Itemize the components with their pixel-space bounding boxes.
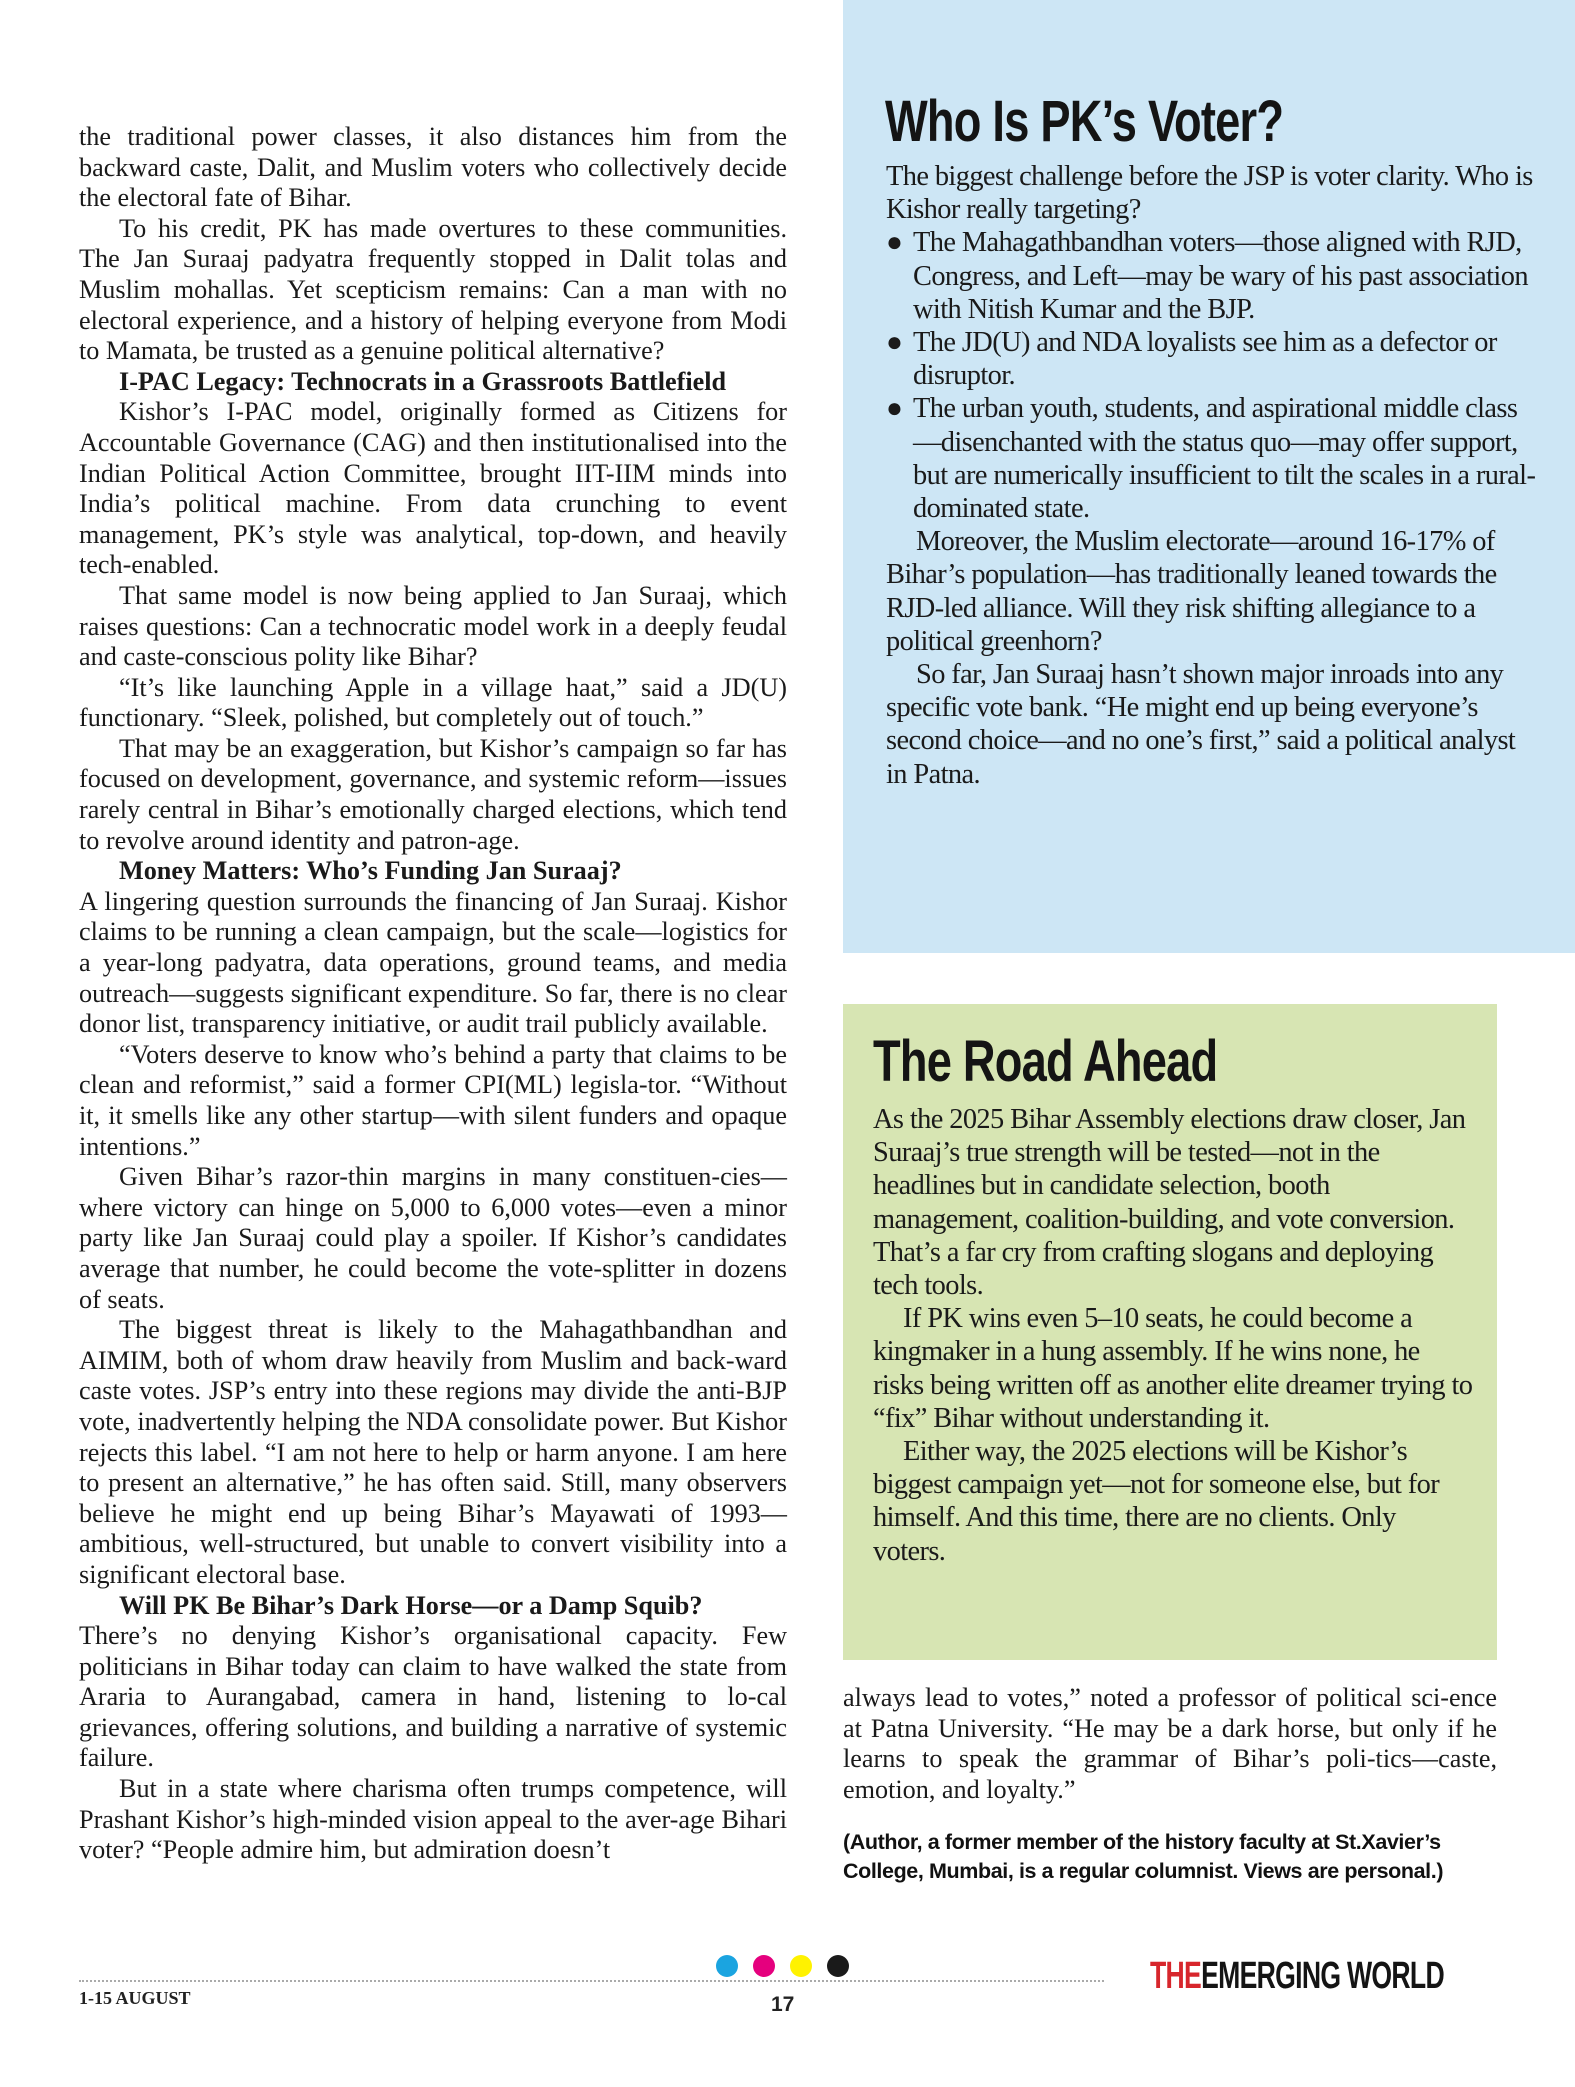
- article-right-tail: [843, 1683, 1497, 1805]
- paragraph: Moreover, the Muslim electorate—around 16-17% of Bihar’s population—has traditionally leaned towards the RJD-led alliance. Will they risk shifting allegiance to a political greenhorn?: [886, 526, 1497, 657]
- paragraph: “Voters deserve to know who’s behind a party that claims to be clean and reformist,” said a former CPI(ML) legisla-tor. “Without it, it smells like any other startup—with silent funders and opaque intentions.”: [79, 1039, 787, 1161]
- brand-logo-the: THE: [1150, 1955, 1202, 1997]
- cyan-dot-icon: [716, 1955, 738, 1977]
- bullet-item: [886, 392, 1536, 525]
- section-heading: Money Matters: Who’s Funding Jan Suraaj?: [119, 856, 622, 886]
- bullet-text: The JD(U) and NDA loyalists see him as a defector or disruptor.: [913, 327, 1497, 392]
- article-left-column: [79, 122, 787, 1866]
- paragraph: always lead to votes,” noted a professor of political sci-ence at Patna University. “He may be a dark horse, but only if he learns to speak the grammar of Bihar’s poli-tics—caste, emotion, and loyalty.”: [843, 1683, 1497, 1804]
- paragraph: “It’s like launching Apple in a village haat,” said a JD(U) functionary. “Sleek, polished, but completely out of touch.”: [79, 672, 787, 733]
- paragraph: But in a state where charisma often trumps competence, will Prashant Kishor’s high-minded vision appeal to the aver-age Bihari voter? “People admire him, but admiration doesn’t: [79, 1774, 787, 1865]
- paragraph: If PK wins even 5–10 seats, he could become a kingmaker in a hung assembly. If he wins none, he risks being written off as another elite dreamer trying to “fix” Bihar without understanding it.: [873, 1303, 1473, 1434]
- bullet-text: The Mahagathbandhan voters—those aligned with RJD, Congress, and Left—may be wary of his past association with Nitish Kumar and the BJP.: [913, 227, 1528, 325]
- sidebar-intro: The biggest challenge before the JSP is voter clarity. Who is Kishor really targeting?: [886, 161, 1533, 226]
- bullet-item: [886, 326, 1536, 392]
- yellow-dot-icon: [790, 1955, 812, 1977]
- sidebar-voter-text: [886, 160, 1536, 791]
- bullet-icon: ●: [886, 227, 903, 259]
- paragraph: Kishor’s I-PAC model, originally formed as Citizens for Accountable Governance (CAG) and then institutionalised into the Indian Political Action Committee, brought IIT-IIM minds into India’s political machine. From data crunching to event management, PK’s style was analytical, top-down, and heavily tech-enabled.: [79, 397, 787, 580]
- black-dot-icon: [827, 1955, 849, 1977]
- paragraph: The biggest threat is likely to the Mahagathbandhan and AIMIM, both of whom draw heavily from Muslim and back-ward caste votes. JSP’s entry into these regions may divide the anti-BJP vote, inadvertently helping the NDA consolidate power. But Kishor rejects this label. “I am not here to help or harm anyone. I am here to present an alternative,” he has often said. Still, many observers believe he might end up being Bihar’s Mayawati of 1993—ambitious, well-structured, but unable to convert visibility into a significant electoral base.: [79, 1315, 787, 1589]
- bullet-icon: ●: [886, 327, 903, 359]
- bullet-icon: ●: [886, 393, 903, 425]
- paragraph: That same model is now being applied to Jan Suraaj, which raises questions: Can a technocratic model work in a deeply feudal and caste-conscious polity like Bihar?: [79, 580, 787, 672]
- paragraph: So far, Jan Suraaj hasn’t shown major inroads into any specific vote bank. “He might end up being everyone’s second choice—and no one’s first,” said a political analyst in Patna.: [886, 659, 1516, 790]
- page-number: 17: [771, 1993, 795, 2016]
- sidebar-road-ahead-text: [873, 1103, 1473, 1568]
- sidebar-title: The Road Ahead: [873, 1029, 1218, 1094]
- section-heading: Will PK Be Bihar’s Dark Horse—or a Damp Squib?: [119, 1590, 703, 1620]
- brand-logo-name: EMERGING WORLD: [1201, 1955, 1444, 1997]
- bullet-text: The urban youth, students, and aspirational middle class—disenchanted with the status quo—may offer support, but are numerically insufficient to tilt the scales in a rural-dominated state.: [913, 393, 1536, 525]
- brand-logo: [1150, 1955, 1444, 1997]
- paragraph: the traditional power classes, it also distances him from the backward caste, Dalit, and Muslim voters who collectively decide the electoral fate of Bihar.: [79, 122, 787, 213]
- paragraph: As the 2025 Bihar Assembly elections draw closer, Jan Suraaj’s true strength will be tested—not in the headlines but in candidate selection, booth management, coalition-building, and vote conversion. That’s a far cry from crafting slogans and deploying tech tools.: [873, 1104, 1466, 1302]
- paragraph: Given Bihar’s razor-thin margins in many constituen-cies—where victory can hinge on 5,000 to 6,000 votes—even a minor party like Jan Suraaj could play a spoiler. If Kishor’s candidates average that number, he could become the vote-splitter in dozens of seats.: [79, 1162, 787, 1314]
- bullet-item: [886, 226, 1536, 326]
- footer-divider: [79, 1980, 1104, 1982]
- registration-marks: [716, 1955, 849, 1977]
- sidebar-title: Who Is PK’s Voter?: [885, 89, 1284, 154]
- magenta-dot-icon: [753, 1955, 775, 1977]
- issue-date: 1-15 AUGUST: [79, 1988, 191, 2008]
- paragraph: To his credit, PK has made overtures to these communities. The Jan Suraaj padyatra frequently stopped in Dalit tolas and Muslim mohallas. Yet scepticism remains: Can a man with no electoral experience, and a history of helping everyone from Modi to Mamata, be trusted as a genuine political alternative?: [79, 213, 787, 366]
- section-heading: I-PAC Legacy: Technocrats in a Grassroots Battlefield: [119, 366, 727, 396]
- author-note: (Author, a former member of the history faculty at St.Xavier’s College, Mumbai, is a regular columnist. Views are personal.): [843, 1830, 1444, 1883]
- paragraph: There’s no denying Kishor’s organisational capacity. Few politicians in Bihar today can claim to have walked the state from Araria to Aurangabad, camera in hand, listening to lo-cal grievances, offering solutions, and building a narrative of systemic failure.: [79, 1621, 787, 1773]
- paragraph: A lingering question surrounds the financing of Jan Suraaj. Kishor claims to be running a clean campaign, but the scale—logistics for a year-long padyatra, data operations, ground teams, and media outreach—suggests significant expenditure. So far, there is no clear donor list, transparency initiative, or audit trail publicly available.: [79, 886, 787, 1039]
- paragraph: That may be an exaggeration, but Kishor’s campaign so far has focused on development, governance, and systemic reform—issues rarely central in Bihar’s emotionally charged elections, which tend to revolve around identity and patron-age.: [79, 733, 787, 855]
- paragraph: Either way, the 2025 elections will be Kishor’s biggest campaign yet—not for someone else, but for himself. And this time, there are no clients. Only voters.: [873, 1436, 1440, 1567]
